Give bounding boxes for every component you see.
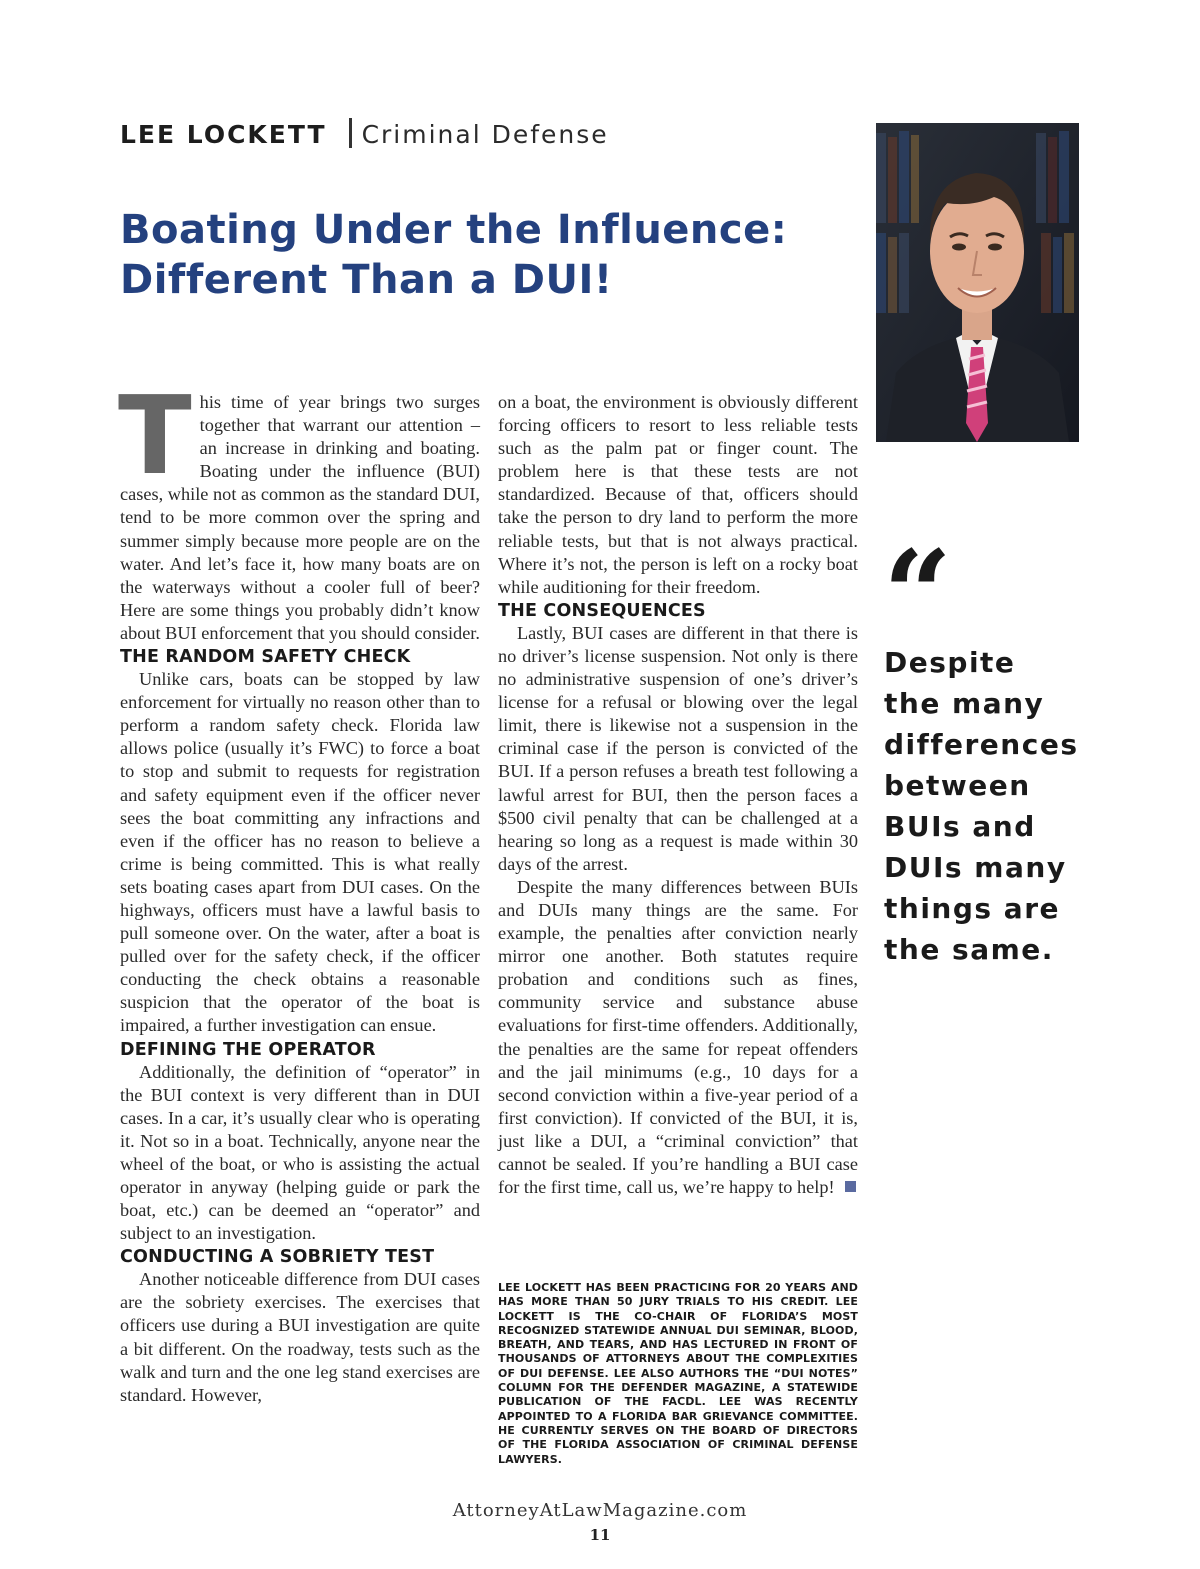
end-mark-icon xyxy=(845,1181,856,1192)
author-portrait-illustration xyxy=(876,123,1079,442)
pull-quote-line: between xyxy=(884,769,1031,802)
author-name: LEE LOCKETT xyxy=(120,120,327,149)
author-photo xyxy=(876,123,1079,442)
body-paragraph: on a boat, the environment is obviously different forcing officers to resort to less reliable tests such as the palm pat or finger count. The problem here is that these tests are not standardized. Because of that, officers should take the person to dry land to perform the more reliable tests, but that is not always practical. Where it’s not, the person is left on a rocky boat while auditioning for their freedom. xyxy=(498,392,858,597)
section-heading: CONDUCTING A SOBRIETY TEST xyxy=(120,1247,435,1268)
pull-quote-line: things are xyxy=(884,892,1060,925)
pull-quote-line: Despite xyxy=(884,646,1016,679)
page-number: 11 xyxy=(589,1526,611,1544)
drop-cap: T xyxy=(118,374,192,499)
intro-paragraph: his time of year brings two surges together that warrant our attention – an increase in drinking and boating. Boating under the influence (BUI) cases, while not as common as the standard DUI, tend to be more common over the spring and summer simply because more people are on the water. And let’s face it, how many boats are on the waterways without a cooler full of beer? Here are some things you probably didn’t know about BUI enforcement that you should consider. xyxy=(120,392,480,643)
pull-quote-line: the many xyxy=(884,687,1045,720)
pull-quote-line: DUIs many xyxy=(884,851,1067,884)
footer-website: AttorneyAtLawMagazine.com xyxy=(452,1500,748,1521)
section-heading: DEFINING THE OPERATOR xyxy=(120,1039,376,1060)
closing-paragraph-text: Despite the many differences between BUIs and DUIs many things are the same. For example, the penalties after conviction nearly mirror one another. Both statutes require probation and conditions such as fines, community service and substance abuse evaluations for first-time offenders. Additionally, the penalties are the same for repeat offenders and the jail minimums (e.g., 10 days for a second conviction within a five-year period of a first conviction). If convicted of the BUI, it is, just like a DUI, a “criminal conviction” that cannot be sealed. If you’re handling a BUI case for the first time, call us, we’re happy to help! xyxy=(498,876,858,1198)
byline-divider xyxy=(349,118,352,148)
pull-quote xyxy=(884,642,1184,970)
closing-paragraph xyxy=(498,876,858,1199)
byline xyxy=(120,118,609,149)
article-title xyxy=(120,205,787,305)
pull-quote-line: the same. xyxy=(884,933,1054,966)
pull-quote-line: differences xyxy=(884,728,1079,761)
section-heading: THE CONSEQUENCES xyxy=(498,600,706,621)
title-line-2: Different Than a DUI! xyxy=(120,257,613,303)
body-paragraph: Another noticeable difference from DUI cases are the sobriety exercises. The exercises that officers use during a BUI investigation are quite a bit different. On the roadway, tests such as the walk and turn and the one leg stand exercises are standard. However, xyxy=(120,1269,480,1405)
section-name: Criminal Defense xyxy=(361,120,609,149)
body-paragraph: Lastly, BUI cases are different in that there is no driver’s license suspension. Not only is there no administrative suspension of one’s driver’s license for a refusal or blowing over the legal limit, there is likewise not a suspension in the criminal case if the person is convicted of the BUI. If a person refuses a breath test following a lawful arrest for BUI, then the person faces a $500 civil penalty that can be challenged at a hearing so long as a request is made within 30 days of the arrest. xyxy=(498,622,858,874)
section-heading: THE RANDOM SAFETY CHECK xyxy=(120,647,411,668)
article-column-2 xyxy=(498,391,858,1199)
article-column-1 xyxy=(118,374,480,1407)
title-line-1: Boating Under the Influence: xyxy=(120,207,788,253)
pull-quote-line: BUIs and xyxy=(884,810,1036,843)
body-paragraph: Unlike cars, boats can be stopped by law enforcement for virtually no reason other than to perform a random safety check. Florida law allows police (usually it’s FWC) to force a boat to stop and submit to requests for registration and safety equipment even if the officer never sees the boat committing any infractions and even if the officer has no reason to believe a crime is being committed. This is what really sets boating cases apart from DUI cases. On the highways, officers must have a lawful basis to pull someone over. On the water, after a boat is pulled over for the safety check, if the officer conducting the check obtains a reasonable suspicion that the operator of the boat is impaired, a further investigation can ensue. xyxy=(120,669,480,1036)
author-bio: LEE LOCKETT HAS BEEN PRACTICING FOR 20 YEARS AND HAS MORE THAN 50 JURY TRIALS TO HIS CREDIT. LEE LOCKETT IS THE CO-CHAIR OF FLORIDA’S MOST RECOGNIZED STATEWIDE ANNUAL DUI SEMINAR, BLOOD, BREATH, AND TEARS, AND HAS LECTURED IN FRONT OF THOUSANDS OF ATTORNEYS ABOUT THE COMPLEXITIES OF DUI DEFENSE. LEE ALSO AUTHORS THE “DUI NOTES” COLUMN FOR THE DEFENDER MAGAZINE, A STATEWIDE PUBLICATION OF THE FACDL. LEE WAS RECENTLY APPOINTED TO A FLORIDA BAR GRIEVANCE COMMITTEE. HE CURRENTLY SERVES ON THE BOARD OF DIRECTORS OF THE FLORIDA ASSOCIATION OF CRIMINAL DEFENSE LAWYERS. xyxy=(498,1281,858,1466)
body-paragraph: Additionally, the definition of “operator” in the BUI context is very different than in DUI cases. In a car, it’s usually clear who is operating it. Not so in a boat. Technically, anyone near the wheel of the boat, or who is assisting the actual operator in anyway (helping guide or park the boat, etc.) can be deemed an “operator” and subject to an investigation. xyxy=(120,1061,480,1244)
quote-mark-icon: “ xyxy=(883,524,953,665)
